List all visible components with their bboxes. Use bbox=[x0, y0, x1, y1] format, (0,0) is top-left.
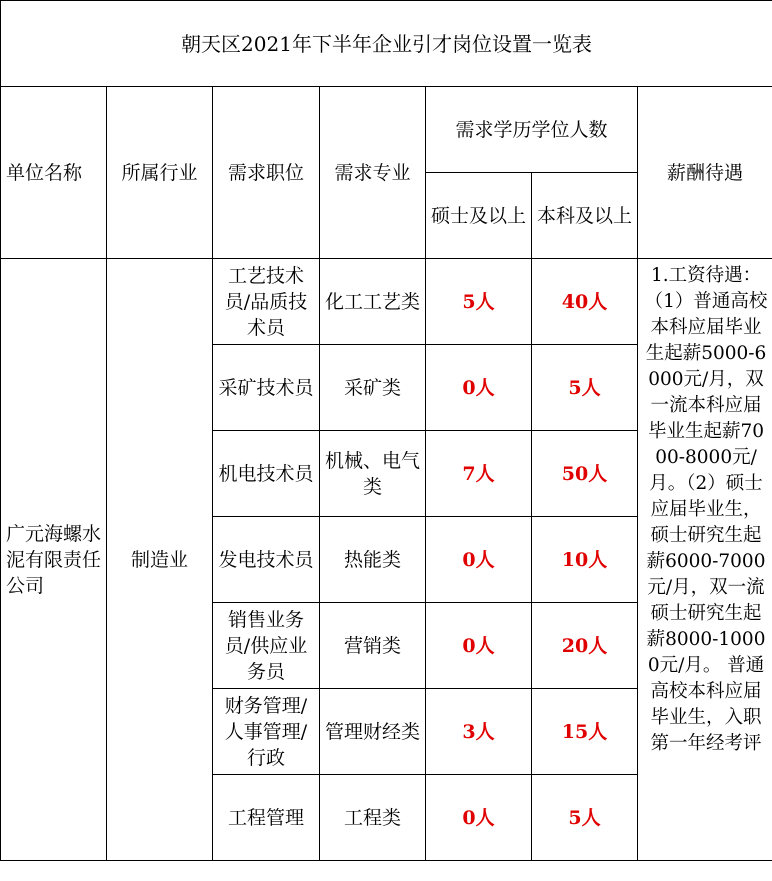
bachelor-count: 5人 bbox=[532, 345, 638, 431]
salary-cell bbox=[638, 259, 772, 861]
position: 财务管理/人事管理/行政 bbox=[213, 689, 320, 775]
position: 采矿技术员 bbox=[213, 345, 320, 431]
position: 发电技术员 bbox=[213, 517, 320, 603]
major: 化工工艺类 bbox=[320, 259, 426, 345]
bachelor-count: 40人 bbox=[532, 259, 638, 345]
position: 机电技术员 bbox=[213, 431, 320, 517]
header-major: 需求专业 bbox=[320, 87, 426, 259]
major: 营销类 bbox=[320, 603, 426, 689]
salary-text: 1.工资待遇：（1）普通高校本科应届毕业生起薪5000-6000元/月，双一流本科应届毕业生起薪7000-8000元/月。（2）硕士应届毕业生，硕士研究生起薪6000-7000元/月，双一流硕士研究生起薪8000-10000元/月。 普通高校本科应届毕业生，入职第一年经考评 bbox=[644, 265, 768, 754]
major: 采矿类 bbox=[320, 345, 426, 431]
master-count: 0人 bbox=[426, 603, 532, 689]
bachelor-count: 5人 bbox=[532, 775, 638, 861]
major: 机械、电气类 bbox=[320, 431, 426, 517]
master-count: 0人 bbox=[426, 517, 532, 603]
table-row bbox=[1, 259, 772, 345]
position: 工艺技术员/品质技术员 bbox=[213, 259, 320, 345]
header-master: 硕士及以上 bbox=[426, 173, 532, 259]
bachelor-count: 50人 bbox=[532, 431, 638, 517]
position: 工程管理 bbox=[213, 775, 320, 861]
header-industry: 所属行业 bbox=[107, 87, 213, 259]
bachelor-count: 10人 bbox=[532, 517, 638, 603]
master-count: 0人 bbox=[426, 775, 532, 861]
bachelor-count: 20人 bbox=[532, 603, 638, 689]
master-count: 7人 bbox=[426, 431, 532, 517]
industry: 制造业 bbox=[107, 259, 213, 861]
unit-name: 广元海螺水泥有限责任公司 bbox=[1, 259, 107, 861]
header-bachelor: 本科及以上 bbox=[532, 173, 638, 259]
master-count: 3人 bbox=[426, 689, 532, 775]
header-position: 需求职位 bbox=[213, 87, 320, 259]
master-count: 0人 bbox=[426, 345, 532, 431]
major: 工程类 bbox=[320, 775, 426, 861]
position: 销售业务员/供应业务员 bbox=[213, 603, 320, 689]
major: 热能类 bbox=[320, 517, 426, 603]
header-salary: 薪酬待遇 bbox=[638, 87, 772, 259]
major: 管理财经类 bbox=[320, 689, 426, 775]
header-unit: 单位名称 bbox=[1, 87, 107, 259]
table-title: 朝天区2021年下半年企业引才岗位设置一览表 bbox=[1, 1, 772, 87]
header-degree-group: 需求学历学位人数 bbox=[426, 87, 638, 173]
master-count: 5人 bbox=[426, 259, 532, 345]
bachelor-count: 15人 bbox=[532, 689, 638, 775]
